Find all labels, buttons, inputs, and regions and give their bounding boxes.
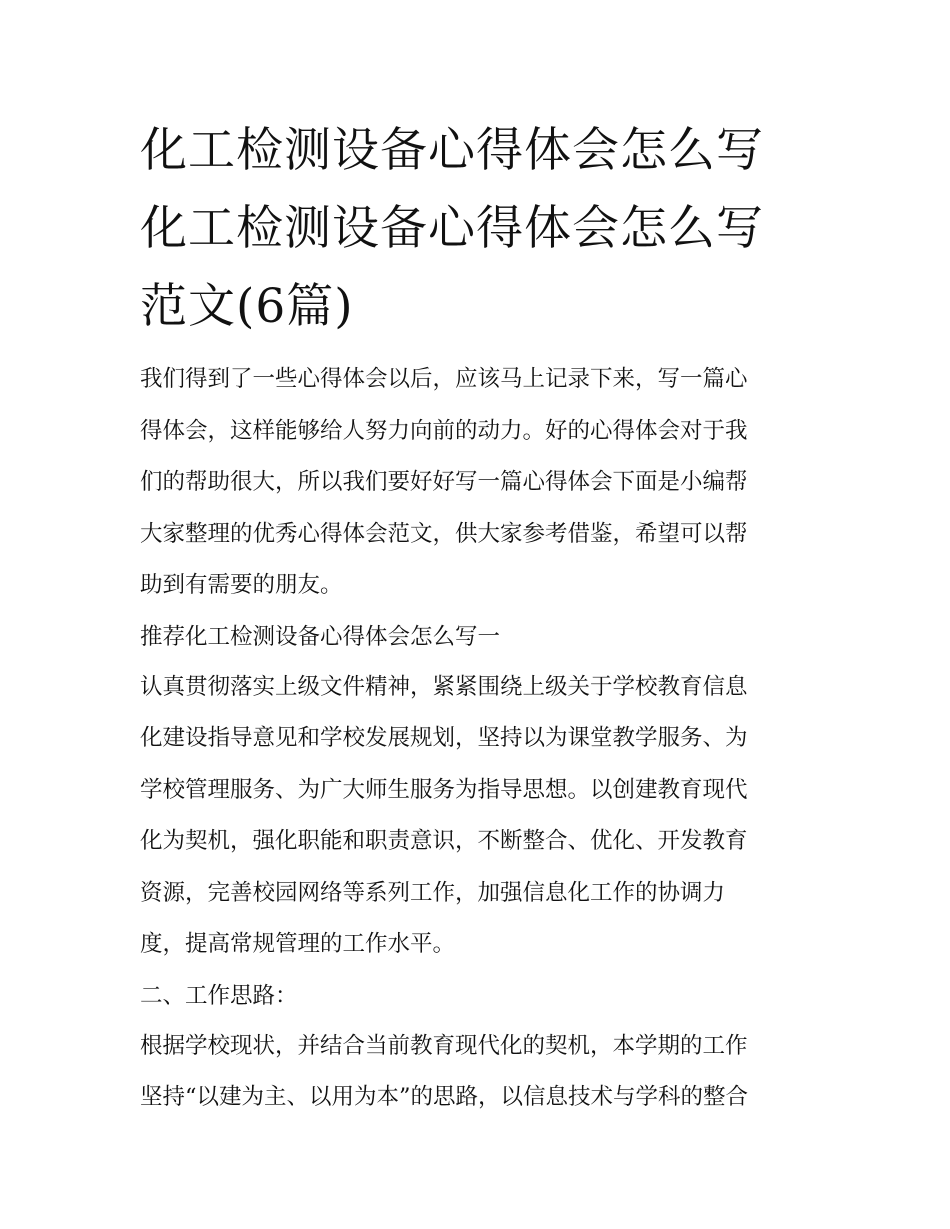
section-heading: 二、工作思路：	[140, 982, 298, 1009]
body-line: 化为契机，强化职能和职责意识，不断整合、优化、开发教育	[140, 828, 748, 854]
document-title	[140, 112, 820, 346]
body-line: 大家整理的优秀心得体会范文，供大家参考借鉴，希望可以帮	[140, 520, 748, 547]
section-heading: 推荐化工检测设备心得体会怎么写一	[140, 623, 501, 650]
title-line-1: 化工检测设备心得体会怎么写	[140, 123, 764, 178]
body-line: 学校管理服务、为广大师生服务为指导思想。以创建教育现代	[140, 776, 748, 803]
body-line: 度，提高常规管理的工作水平。	[140, 931, 456, 957]
body-line: 根据学校现状，并结合当前教育现代化的契机，本学期的工作	[140, 1032, 748, 1059]
body-line: 认真贯彻落实上级文件精神，紧紧围绕上级关于学校教育信息	[140, 673, 748, 700]
title-line-2: 化工检测设备心得体会怎么写	[140, 201, 764, 256]
document-body	[140, 354, 820, 1124]
body-line: 助到有需要的朋友。	[140, 572, 343, 598]
title-line-3: 范文(6篇)	[140, 279, 354, 334]
body-line: 资源，完善校园网络等系列工作，加强信息化工作的协调力	[140, 879, 726, 906]
body-line: 化建设指导意见和学校发展规划，坚持以为课堂教学服务、为	[140, 725, 748, 751]
body-line: 我们得到了一些心得体会以后，应该马上记录下来，写一篇心	[140, 366, 748, 392]
body-line: 得体会，这样能够给人努力向前的动力。好的心得体会对于我	[140, 417, 748, 444]
body-line: 坚持“以建为主、以用为本”的思路，以信息技术与学科的整合	[140, 1084, 749, 1110]
body-line: 们的帮助很大，所以我们要好好写一篇心得体会下面是小编帮	[140, 469, 748, 495]
